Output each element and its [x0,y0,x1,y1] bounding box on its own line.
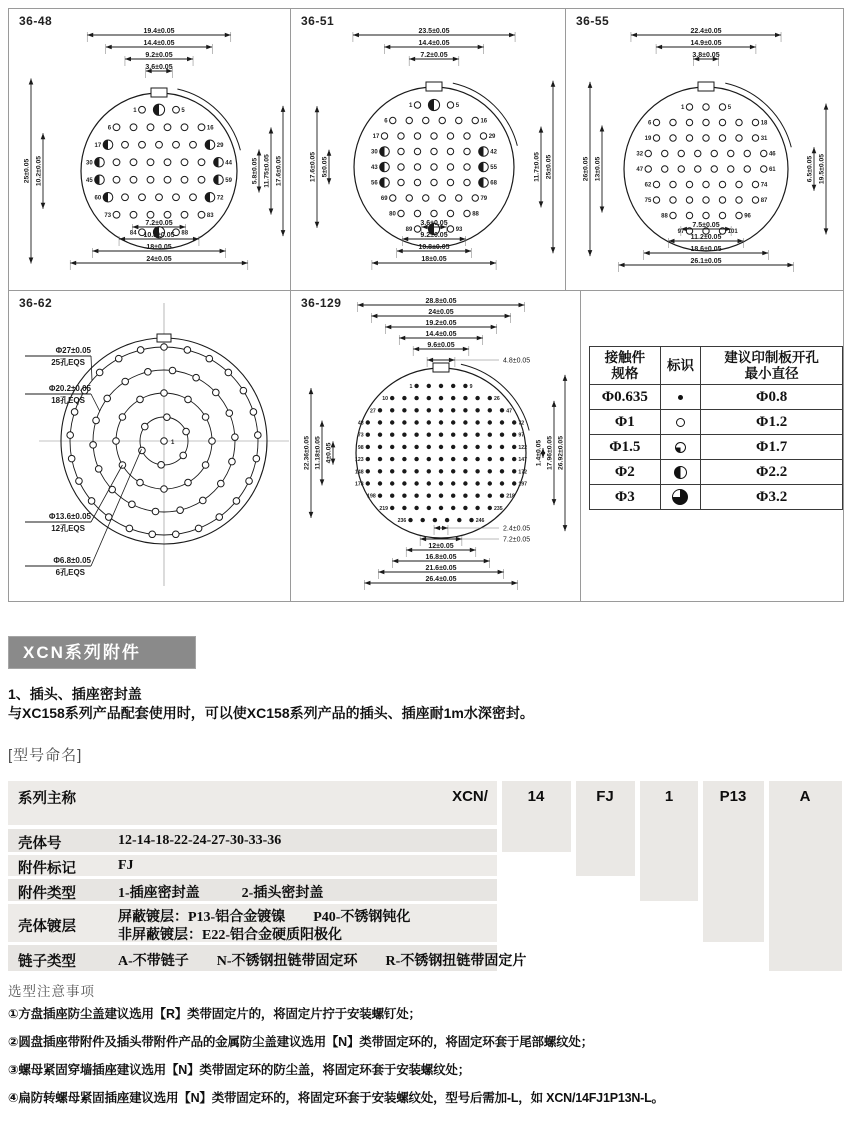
svg-text:28.8±0.05: 28.8±0.05 [425,298,457,305]
connector-drawing-36-62 [9,291,291,601]
contact-table-row [590,385,843,410]
model-code-part: FJ [596,788,614,805]
svg-text:98: 98 [357,444,364,451]
svg-text:27: 27 [370,408,376,415]
svg-text:236: 236 [397,518,407,525]
svg-text:29: 29 [216,142,224,149]
svg-text:79: 79 [480,196,488,202]
svg-text:5: 5 [455,103,460,109]
svg-text:16: 16 [206,125,214,132]
svg-text:22.4±0.05: 22.4±0.05 [690,28,722,35]
svg-text:122: 122 [518,444,528,451]
svg-text:11.75±0.05: 11.75±0.05 [263,154,271,188]
notes-title: 选型注意事项 [8,984,95,999]
naming-row-label: 链子类型 [18,953,76,970]
svg-text:1: 1 [171,440,175,446]
svg-text:16.8±0.05: 16.8±0.05 [425,554,457,561]
note-item: ②圆盘插座带附件及插头带附件产品的金属防尘盖建议选用【N】类带固定环的，将固定环套于尾部螺纹处； [8,1035,594,1049]
diagram-cell-d55 [566,9,843,291]
svg-text:19.4±0.05: 19.4±0.05 [143,28,175,35]
svg-text:96: 96 [744,213,751,220]
contact-table-row [590,485,843,510]
contact-col-header: 接触件 规格 [590,347,661,385]
svg-text:14.9±0.05: 14.9±0.05 [690,40,722,47]
svg-text:83: 83 [206,212,214,219]
contact-spec: Φ2 [590,460,661,485]
contact-mark-cell [660,460,701,485]
svg-text:198: 198 [367,493,376,500]
three-quarter-mark-icon [672,489,688,505]
svg-text:5±0.05: 5±0.05 [321,156,329,178]
svg-text:47: 47 [506,408,512,415]
svg-text:Φ27±0.05: Φ27±0.05 [55,346,91,355]
svg-text:24±0.05: 24±0.05 [146,256,172,263]
svg-text:1: 1 [409,383,413,390]
svg-text:6孔EQS: 6孔EQS [55,568,85,577]
svg-text:19: 19 [644,136,652,142]
svg-text:11.2±0.05: 11.2±0.05 [690,234,722,241]
svg-text:24±0.05: 24±0.05 [428,309,454,316]
svg-text:31: 31 [760,136,768,142]
diagram-label: 36-55 [576,14,610,28]
svg-text:25孔EQS: 25孔EQS [51,358,85,367]
contact-hole-dia: Φ1.7 [701,435,843,460]
svg-text:7.2±0.05: 7.2±0.05 [503,536,531,544]
naming-code-column [703,781,764,942]
svg-text:13±0.05: 13±0.05 [594,156,602,182]
svg-text:6.5±0.05: 6.5±0.05 [806,155,814,183]
svg-text:97: 97 [677,229,685,235]
svg-text:11.7±0.05: 11.7±0.05 [533,152,541,182]
svg-text:25±0.05: 25±0.05 [545,154,553,180]
svg-text:17: 17 [94,142,102,149]
svg-text:88: 88 [661,213,668,220]
svg-text:62: 62 [644,182,652,189]
svg-text:1.4±0.05: 1.4±0.05 [535,439,543,467]
svg-text:19.2±0.05: 19.2±0.05 [425,320,457,327]
svg-text:88: 88 [472,211,479,218]
svg-text:6: 6 [107,125,112,132]
svg-text:93: 93 [455,227,463,233]
svg-text:10: 10 [382,396,388,403]
diagram-label: 36-51 [301,14,335,28]
naming-row-label: 壳体镀层 [18,918,76,935]
diagram-cell-d48 [9,9,291,291]
contact-hole-dia: Φ3.2 [701,485,843,510]
svg-text:6: 6 [647,120,652,127]
model-code-part: A [799,788,811,805]
svg-text:26±0.05: 26±0.05 [582,156,590,182]
svg-text:84: 84 [129,230,137,237]
svg-text:9: 9 [469,383,473,390]
connector-drawing-36-129 [291,291,581,601]
diagram-cell-d129 [291,291,581,601]
svg-text:29: 29 [488,134,496,140]
svg-text:88: 88 [181,230,189,237]
svg-text:7.2±0.05: 7.2±0.05 [420,52,448,59]
dot-mark-icon [678,395,683,400]
svg-text:32: 32 [636,151,644,158]
svg-text:10.8±0.05: 10.8±0.05 [418,244,450,251]
contact-hole-dia: Φ2.2 [701,460,843,485]
svg-text:44: 44 [225,160,232,167]
contact-table-row [590,460,843,485]
svg-text:14.4±0.05: 14.4±0.05 [143,40,175,47]
svg-text:45: 45 [86,177,93,184]
item1-desc: 与XC158系列产品配套使用时，可以使XC158系列产品的插头、插座耐1m水深密封。 [8,705,534,721]
svg-text:30: 30 [86,160,93,167]
svg-text:5.8±0.05: 5.8±0.05 [251,157,259,185]
svg-text:19.5±0.05: 19.5±0.05 [818,153,826,185]
contact-spec: Φ1 [590,410,661,435]
svg-text:72: 72 [216,195,224,202]
svg-text:17.6±0.05: 17.6±0.05 [309,151,317,183]
svg-text:56: 56 [371,180,378,187]
connector-drawing-36-48 [9,9,291,291]
contact-spec: Φ0.635 [590,385,661,410]
svg-text:59: 59 [225,177,232,184]
diagram-label: 36-48 [19,14,53,28]
svg-text:26.1±0.05: 26.1±0.05 [690,258,722,265]
svg-text:18孔EQS: 18孔EQS [51,396,85,405]
contact-mark-cell [660,385,701,410]
note-item: ①方盘插座防尘盖建议选用【R】类带固定片的，将固定片拧于安装螺钉处； [8,1007,421,1021]
svg-text:74: 74 [760,182,768,189]
contact-table-row [590,435,843,460]
quarter-mark-icon [675,442,686,453]
svg-text:48: 48 [357,420,364,427]
contact-spec-table [589,346,843,510]
naming-row-desc: A-不带链子 N-不锈钢扭链带固定环 R-不锈钢扭链带固定片 [118,954,527,969]
svg-text:218: 218 [506,493,515,500]
svg-text:55: 55 [490,165,497,171]
note-item: ④扁防转螺母紧固插座建议选用【N】类带固定环的，将固定环套于安装螺纹处，型号后需加-L，如 XCN/14FJ1P13N-L。 [8,1091,664,1105]
svg-text:9.2±0.05: 9.2±0.05 [420,232,448,239]
contact-mark-cell [660,410,701,435]
svg-text:246: 246 [475,518,485,525]
model-code-part: P13 [719,788,747,805]
svg-text:18±0.05: 18±0.05 [421,256,447,263]
svg-text:30: 30 [371,149,378,156]
svg-text:61: 61 [768,167,776,173]
svg-text:89: 89 [405,227,413,233]
svg-text:9.2±0.05: 9.2±0.05 [145,52,173,59]
svg-text:3.6±0.05: 3.6±0.05 [420,220,448,227]
naming-row-label: 系列主称 [18,791,76,807]
diagram-cell-d51 [291,9,566,291]
svg-text:18: 18 [760,120,768,127]
svg-text:21.6±0.05: 21.6±0.05 [425,565,457,572]
svg-text:10.2±0.05: 10.2±0.05 [35,155,43,187]
model-code-part: XCN/ [452,788,488,805]
naming-row-desc: 屏蔽镀层：P13-铝合金镀镍 P40-不锈钢钝化 [118,910,411,925]
model-code-part: 14 [527,788,545,805]
contact-table-row [590,410,843,435]
naming-section-label: [型号命名] [8,747,83,764]
svg-text:26.4±0.05: 26.4±0.05 [425,576,457,583]
naming-row-label: 附件标记 [18,861,76,877]
svg-text:97: 97 [518,432,525,439]
contact-spec: Φ1.5 [590,435,661,460]
svg-text:43: 43 [371,165,378,171]
svg-text:147: 147 [518,457,528,464]
naming-code-column [769,781,842,971]
naming-row-desc: FJ [118,857,134,873]
svg-text:10.8±0.05: 10.8±0.05 [143,232,175,239]
section-header: XCN系列附件 [8,636,196,669]
svg-text:172: 172 [518,469,528,476]
model-naming-table [8,781,842,971]
contact-mark-cell [660,435,701,460]
item1-title: 1、插头、插座密封盖 [8,686,142,702]
svg-text:7.5±0.05: 7.5±0.05 [692,222,720,229]
svg-text:42: 42 [490,149,497,156]
svg-text:14.4±0.05: 14.4±0.05 [418,40,450,47]
naming-row-desc: 12-14-18-22-24-27-30-33-36 [118,832,282,848]
contact-hole-dia: Φ1.2 [701,410,843,435]
svg-text:72: 72 [518,420,525,427]
diagram-cell-d62 [9,291,291,601]
diagram-grid [8,8,844,602]
svg-text:73: 73 [357,432,364,439]
svg-text:3.6±0.05: 3.6±0.05 [145,64,173,71]
svg-text:6: 6 [384,118,388,125]
svg-text:16: 16 [480,118,488,125]
svg-text:219: 219 [379,505,388,512]
svg-text:17: 17 [372,134,380,140]
svg-text:26.92±0.05: 26.92±0.05 [557,436,565,470]
svg-text:7.2±0.05: 7.2±0.05 [145,220,173,227]
diagram-label: 36-129 [301,296,342,310]
svg-text:4.8±0.05: 4.8±0.05 [503,357,531,365]
svg-text:17.96±0.05: 17.96±0.05 [546,436,554,470]
svg-text:197: 197 [518,481,528,488]
svg-text:14.4±0.05: 14.4±0.05 [425,331,457,338]
contact-spec-cell [581,291,843,601]
naming-row-desc: 非屏蔽镀层：E22-铝合金硬质阳极化 [118,928,342,943]
half-mark-icon [674,466,687,479]
svg-text:5: 5 [181,107,185,114]
svg-text:23.5±0.05: 23.5±0.05 [418,28,450,35]
svg-text:123: 123 [354,457,364,464]
connector-drawing-36-51 [291,9,566,291]
contact-mark-cell [660,485,701,510]
contact-spec: Φ3 [590,485,661,510]
naming-row-bar [8,781,497,825]
naming-row-desc: 1-插座密封盖 2-插头密封盖 [118,886,324,901]
svg-text:5: 5 [727,105,732,111]
diagram-label: 36-62 [19,296,53,310]
svg-text:235: 235 [494,505,503,512]
contact-hole-dia: Φ0.8 [701,385,843,410]
svg-text:18.6±0.05: 18.6±0.05 [690,246,722,253]
svg-text:46: 46 [768,151,776,158]
svg-text:73: 73 [104,212,112,219]
svg-text:18±0.05: 18±0.05 [146,244,172,251]
naming-row-label: 壳体号 [18,836,62,852]
svg-text:9.6±0.05: 9.6±0.05 [427,342,455,349]
svg-text:80: 80 [389,211,396,218]
svg-text:12±0.05: 12±0.05 [428,543,454,550]
model-code-part: 1 [664,788,674,805]
svg-text:1: 1 [133,107,137,114]
naming-row-bar [8,855,497,876]
svg-text:2.4±0.05: 2.4±0.05 [503,525,531,533]
svg-text:60: 60 [94,195,102,202]
note-item: ③螺母紧固穿墙插座建议选用【N】类带固定环的防尘盖，将固定环套于安装螺纹处； [8,1063,471,1077]
svg-text:11.18±0.05: 11.18±0.05 [314,436,322,470]
svg-text:Φ6.8±0.05: Φ6.8±0.05 [53,556,91,565]
svg-text:1: 1 [680,105,685,111]
svg-text:4±0.05: 4±0.05 [325,442,333,464]
contact-col-header: 建议印制板开孔 最小直径 [701,347,843,385]
svg-text:12孔EQS: 12孔EQS [51,524,85,533]
svg-text:26: 26 [494,396,500,403]
svg-text:69: 69 [380,196,388,202]
svg-text:173: 173 [354,481,364,488]
svg-text:Φ20.2±0.05: Φ20.2±0.05 [48,384,91,393]
svg-text:Φ13.6±0.05: Φ13.6±0.05 [48,512,91,521]
svg-text:1: 1 [408,103,413,109]
contact-col-header: 标识 [660,347,701,385]
open-mark-icon [676,418,685,427]
svg-text:3.8±0.05: 3.8±0.05 [692,52,720,59]
svg-text:148: 148 [354,469,364,476]
svg-text:87: 87 [760,198,768,204]
svg-text:47: 47 [636,167,644,173]
connector-drawing-36-55 [566,9,843,291]
naming-row-label: 附件类型 [18,885,76,902]
svg-text:75: 75 [644,198,652,204]
svg-text:101: 101 [727,229,738,235]
svg-text:22.36±0.05: 22.36±0.05 [303,436,311,470]
svg-text:25±0.05: 25±0.05 [23,158,31,184]
svg-text:17.6±0.05: 17.6±0.05 [275,155,283,187]
svg-text:68: 68 [490,180,497,187]
